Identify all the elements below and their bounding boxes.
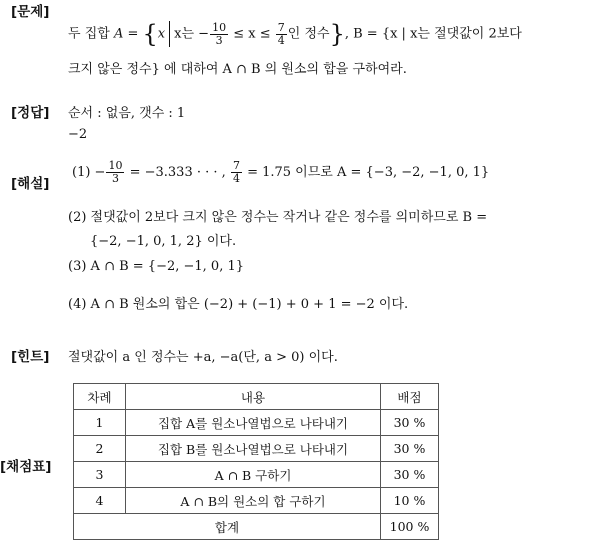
fraction-7-4 [231,160,242,185]
left-brace: { [142,20,158,48]
fraction-numerator: 10 [212,20,227,34]
rubric-label: [채점표] [0,459,52,475]
problem-text-intro: 두 집합 [68,26,110,42]
explanation-step-4: (4) A ∩ B 원소의 합은 (−2) + (−1) + 0 + 1 = −2 이다. [68,297,409,312]
problem-line-1 [68,20,522,48]
header-score: 배점 [381,384,439,410]
explanation-step-2-line-1: (2) 절댓값이 2보다 크지 않은 정수는 작거나 같은 정수를 의미하므로 B = [68,210,488,225]
fraction-10-3 [210,22,228,47]
total-value: 100 % [381,514,439,540]
hint-label: [힌트] [11,349,50,365]
table-total-row [74,514,439,540]
right-brace: } [329,20,345,48]
header-order: 차례 [74,384,126,410]
table-row [74,410,439,436]
row-score: 30 % [381,462,439,488]
fraction-denominator: 3 [111,172,119,185]
step1-middle: = −3.333 · · · , [129,165,226,180]
fraction-numerator: 10 [108,159,123,172]
fraction-numerator: 7 [232,159,240,172]
fraction-denominator: 4 [277,33,285,47]
problem-label: [문제] [11,4,50,20]
row-order: 2 [74,436,126,462]
explanation-step-2-line-2: {−2, −1, 0, 1, 2} 이다. [90,234,237,249]
set-b-definition: , B = {x | x는 절댓값이 2보다 [344,26,522,42]
table-row [74,488,439,514]
row-order: 4 [74,488,126,514]
table-header-row [74,384,439,410]
set-a-open: A = [113,26,139,42]
such-that-bar [169,21,170,47]
x-neun: x는 [174,26,195,42]
inequality-text: ≤ x ≤ [233,26,271,42]
step1-prefix: (1) − [72,165,106,180]
explanation-label: [해설] [11,176,50,192]
in-integer-text: 인 정수 [287,26,330,42]
element-x: x [157,26,166,42]
table-row [74,436,439,462]
minus-sign: − [198,26,210,42]
row-content: A ∩ B 구하기 [126,462,381,488]
table-row [74,462,439,488]
row-content: 집합 A를 원소나열법으로 나타내기 [126,410,381,436]
fraction-denominator: 4 [232,172,240,185]
fraction-numerator: 7 [277,20,285,34]
row-score: 10 % [381,488,439,514]
step1-suffix: = 1.75 이므로 A = {−3, −2, −1, 0, 1} [247,165,490,180]
fraction-denominator: 3 [215,33,223,47]
answer-label: [정답] [11,105,50,121]
fraction-10-3 [106,160,124,185]
row-content: 집합 B를 원소나열법으로 나타내기 [126,436,381,462]
problem-line-2: 크지 않은 정수} 에 대하여 A ∩ B 의 원소의 합을 구하여라. [68,62,407,77]
explanation-step-1 [72,160,489,185]
header-content: 내용 [126,384,381,410]
answer-line-2: −2 [68,127,88,142]
row-score: 30 % [381,410,439,436]
total-label: 합계 [74,514,381,540]
explanation-step-3: (3) A ∩ B = {−2, −1, 0, 1} [68,259,245,274]
fraction-7-4 [276,22,287,47]
answer-line-1: 순서 : 없음, 갯수 : 1 [68,106,186,121]
row-content: A ∩ B의 원소의 합 구하기 [126,488,381,514]
hint-text: 절댓값이 a 인 정수는 +a, −a(단, a > 0) 이다. [68,350,338,365]
row-order: 1 [74,410,126,436]
rubric-table [73,383,439,540]
row-order: 3 [74,462,126,488]
row-score: 30 % [381,436,439,462]
